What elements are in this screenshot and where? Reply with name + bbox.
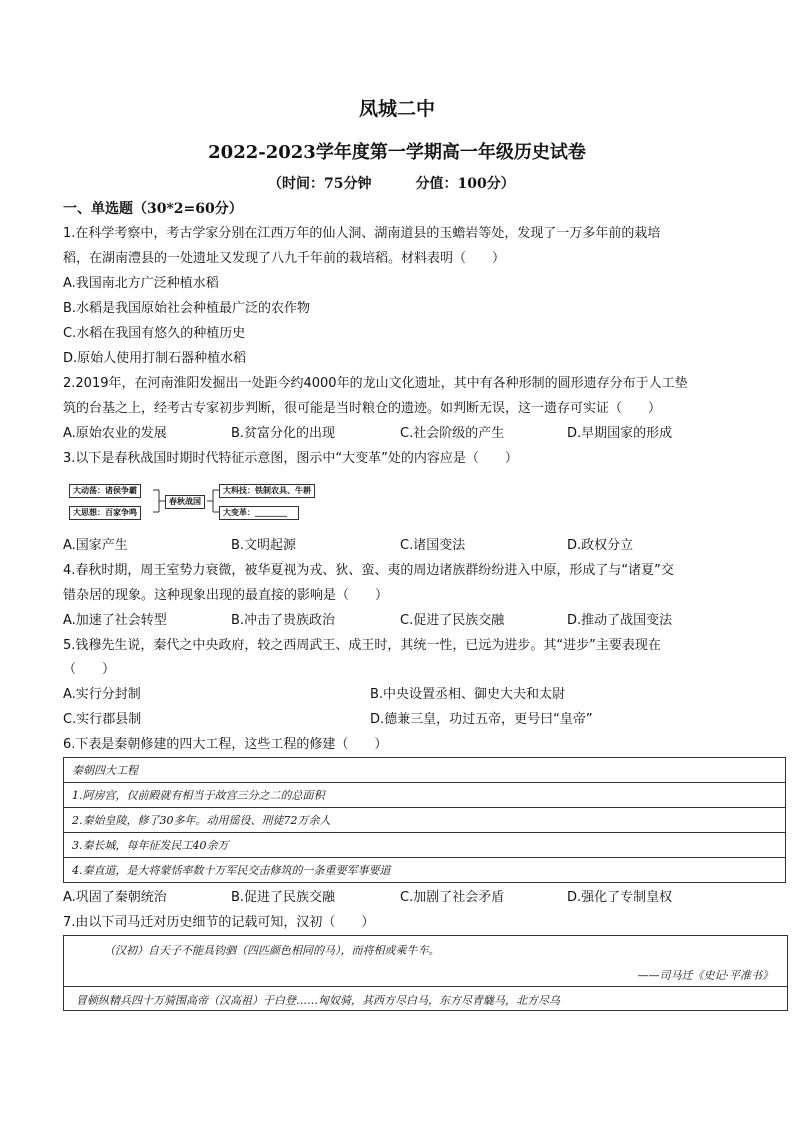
q5-option-d: D.德兼三皇，功过五帝，更号曰“皇帝”: [370, 712, 593, 727]
diagram-box-turmoil: 大动荡：诸侯争霸: [69, 484, 141, 498]
q2-option-a: A.原始农业的发展: [63, 426, 167, 441]
q4-option-c: C.促进了民族交融: [400, 613, 505, 628]
school-name: 凤城二中: [358, 98, 435, 120]
q4-option-a: A.加速了社会转型: [63, 613, 167, 628]
q4-option-d: D.推动了战国变法: [567, 613, 673, 628]
exam-info: [268, 173, 559, 193]
q1-option-c: C.水稻在我国有悠久的种植历史: [63, 326, 246, 341]
q7-quote-2: 冒顿纵精兵四十万骑围高帝（汉高祖）于白登……匈奴骑，其西方尽白马，东方尽青駹马，北方尽乌: [76, 994, 560, 1007]
diagram-box-thought: 大思想：百家争鸣: [69, 506, 141, 520]
q7-source-1: ——司马迁《史记·平准书》: [637, 969, 773, 982]
q5-option-a: A.实行分封制: [63, 687, 141, 702]
table-row: [64, 783, 786, 808]
q6-option-a: A.巩固了秦朝统治: [63, 890, 167, 905]
exam-score: 分值：100分）: [415, 176, 515, 192]
table-cell: 3.秦长城，每年征发民工40余万: [64, 833, 786, 858]
era-diagram: [69, 481, 331, 523]
q5-stem-line2: （ ）: [63, 662, 116, 677]
q6-option-d: D.强化了专制皇权: [567, 890, 673, 905]
q5-option-c: C.实行郡县制: [63, 712, 142, 727]
q3-stem: 3.以下是春秋战国时期时代特征示意图，图示中“大变革”处的内容应是（ ）: [63, 451, 518, 466]
q1-option-b: B.水稻是我国原始社会种植最广泛的农作物: [63, 301, 311, 316]
table-cell: 4.秦直道，是大将蒙恬率数十万军民交击修筑的一条重要军事要道: [64, 858, 786, 883]
table-row: [64, 858, 786, 883]
diagram-box-tech: 大科技：铁制农具、牛耕: [219, 484, 315, 498]
exam-title: 2022-2023学年度第一学期高一年级历史试卷: [208, 142, 586, 163]
q2-stem-line2: 筑的台基之上，经考古专家初步判断，很可能是当时粮仓的遗迹。如判断无误，这一遗存可实证（ ）: [63, 401, 662, 416]
q6-table: [63, 757, 786, 883]
q2-option-b: B.贫富分化的出现: [231, 426, 336, 441]
q3-option-d: D.政权分立: [567, 538, 634, 553]
q4-stem-line1: 4.春秋时期，周王室势力衰微，被华夏视为戎、狄、蛮、夷的周边诸族群纷纷进入中原，形成了与“诸夏”交: [63, 563, 674, 578]
divider: [64, 986, 787, 987]
q2-option-c: C.社会阶级的产生: [400, 426, 505, 441]
q2-option-d: D.早期国家的形成: [567, 426, 673, 441]
q4-option-b: B.冲击了贵族政治: [231, 613, 336, 628]
table-cell: 秦朝四大工程: [64, 758, 786, 783]
q6-stem: 6.下表是秦朝修建的四大工程，这些工程的修建（ ）: [63, 737, 388, 752]
q5-option-b: B.中央设置丞相、御史大夫和太尉: [370, 687, 566, 702]
exam-time: （时间：75分钟: [268, 176, 372, 192]
q4-stem-line2: 错杂居的现象。这种现象出现的最直接的影响是（ ）: [63, 588, 389, 603]
q7-quote-1: （汉初）自天子不能具钧驷（四匹颜色相同的马），而将相或乘牛车。: [104, 944, 440, 957]
q7-quote-box: [63, 935, 788, 1011]
section-title: 一、单选题（30*2=60分）: [63, 201, 243, 217]
q3-option-a: A.国家产生: [63, 538, 128, 553]
table-cell: 1.阿房宫，仅前殿就有相当于故宫三分之二的总面积: [64, 783, 786, 808]
q3-option-b: B.文明起源: [231, 538, 297, 553]
q2-stem-line1: 2.2019年，在河南淮阳发掘出一处距今约4000年的龙山文化遗址，其中有各种形制的圆形遗存分布于人工垫: [63, 376, 688, 391]
q1-option-d: D.原始人使用打制石器种植水稻: [63, 351, 247, 366]
table-row: [64, 808, 786, 833]
table-row: [64, 758, 786, 783]
diagram-box-center: 春秋战国: [165, 495, 205, 509]
q5-stem-line1: 5.钱穆先生说，秦代之中央政府，较之西周武王、成王时，其统一性，已远为进步。其“进步”主要表现在: [63, 638, 661, 653]
q1-stem-line1: 1.在科学考察中，考古学家分别在江西万年的仙人洞、湖南道县的玉蟾岩等处，发现了一万多年前的栽培: [63, 226, 661, 241]
q6-option-b: B.促进了民族交融: [231, 890, 336, 905]
q1-option-a: A.我国南北方广泛种植水稻: [63, 276, 219, 291]
table-row: [64, 833, 786, 858]
q7-stem: 7.由以下司马迁对历史细节的记载可知，汉初（ ）: [63, 915, 375, 930]
q3-option-c: C.诸国变法: [400, 538, 466, 553]
q6-option-c: C.加剧了社会矛盾: [400, 890, 505, 905]
diagram-box-reform: 大变革：________: [219, 506, 299, 520]
table-cell: 2.秦始皇陵，修了30多年。动用徭役、刑徒72万余人: [64, 808, 786, 833]
q1-stem-line2: 稻，在湖南澧县的一处遗址又发现了八九千年前的栽培稻。材料表明（ ）: [63, 251, 506, 266]
